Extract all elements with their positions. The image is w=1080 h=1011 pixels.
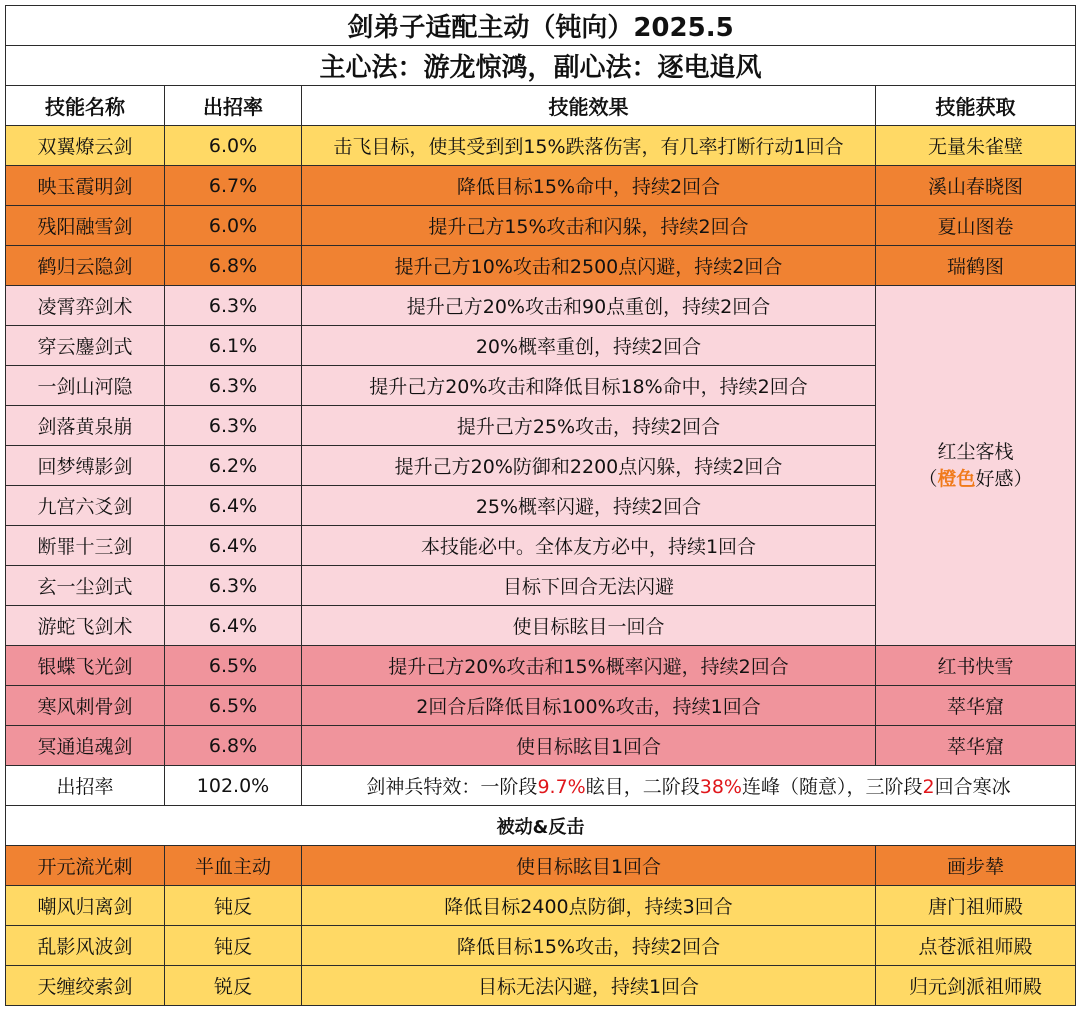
table-subtitle: 主心法：游龙惊鸿，副心法：逐电追风	[6, 46, 1076, 86]
skill-effect: 使目标眩目1回合	[302, 846, 876, 886]
table-row	[6, 286, 1076, 326]
skill-table	[5, 5, 1076, 1006]
merged-source-line1: 红尘客栈	[937, 440, 1014, 463]
skill-rate: 6.7%	[165, 166, 302, 206]
skill-rate: 6.4%	[165, 486, 302, 526]
skill-rate: 锐反	[165, 966, 302, 1006]
header-source: 技能获取	[876, 86, 1076, 126]
table-row	[6, 646, 1076, 686]
skill-name: 穿云鏖剑式	[6, 326, 165, 366]
skill-source: 萃华窟	[876, 726, 1076, 766]
table-row	[6, 966, 1076, 1006]
skill-name: 乱影风波剑	[6, 926, 165, 966]
skill-source: 夏山图卷	[876, 206, 1076, 246]
skill-rate: 半血主动	[165, 846, 302, 886]
skill-source: 无量朱雀壁	[876, 126, 1076, 166]
weapon-effect-highlight: 38%	[699, 776, 742, 798]
skill-effect: 目标下回合无法闪避	[302, 566, 876, 606]
total-label: 出招率	[6, 766, 165, 806]
favor-rest: 好感）	[975, 467, 1033, 490]
skill-name: 冥通追魂剑	[6, 726, 165, 766]
header-rate: 出招率	[165, 86, 302, 126]
skill-effect: 2回合后降低目标100%攻击，持续1回合	[302, 686, 876, 726]
table-row	[6, 846, 1076, 886]
skill-effect: 25%概率闪避，持续2回合	[302, 486, 876, 526]
skill-source: 溪山春晓图	[876, 166, 1076, 206]
skill-rate: 6.0%	[165, 126, 302, 166]
skill-name: 天缠绞索剑	[6, 966, 165, 1006]
skill-effect: 击飞目标，使其受到到15%跌落伤害，有几率打断行动1回合	[302, 126, 876, 166]
total-value: 102.0%	[165, 766, 302, 806]
skill-name: 银蝶飞光剑	[6, 646, 165, 686]
skill-rate: 6.1%	[165, 326, 302, 366]
table-title: 剑弟子适配主动（钝向）2025.5	[6, 6, 1076, 46]
skill-rate: 6.4%	[165, 606, 302, 646]
skill-rate: 钝反	[165, 926, 302, 966]
skill-rate: 6.3%	[165, 286, 302, 326]
merged-source-cell	[876, 286, 1076, 646]
skill-name: 开元流光刺	[6, 846, 165, 886]
skill-rate: 6.3%	[165, 366, 302, 406]
table-row	[6, 926, 1076, 966]
skill-rate: 6.5%	[165, 646, 302, 686]
skill-name: 映玉霞明剑	[6, 166, 165, 206]
skill-effect: 使目标眩目1回合	[302, 726, 876, 766]
table-row	[6, 246, 1076, 286]
weapon-effect-note	[302, 766, 1076, 806]
table-row	[6, 206, 1076, 246]
skill-effect: 提升己方15%攻击和闪躲，持续2回合	[302, 206, 876, 246]
weapon-effect-text: 回合寒冰	[934, 776, 1011, 798]
total-row	[6, 766, 1076, 806]
skill-source: 萃华窟	[876, 686, 1076, 726]
weapon-effect-text: 剑神兵特效：一阶段	[366, 776, 538, 798]
skill-effect: 提升己方20%攻击和降低目标18%命中，持续2回合	[302, 366, 876, 406]
skill-effect: 提升己方20%防御和2200点闪躲，持续2回合	[302, 446, 876, 486]
favor-color-highlight: 橙色	[937, 467, 976, 490]
skill-effect: 提升己方10%攻击和2500点闪避，持续2回合	[302, 246, 876, 286]
skill-source: 点苍派祖师殿	[876, 926, 1076, 966]
skill-effect: 提升己方20%攻击和15%概率闪避，持续2回合	[302, 646, 876, 686]
paren-open: （	[918, 467, 938, 490]
skill-name: 鹤归云隐剑	[6, 246, 165, 286]
skill-rate: 6.5%	[165, 686, 302, 726]
skill-rate: 6.2%	[165, 446, 302, 486]
table-row	[6, 166, 1076, 206]
skill-name: 一剑山河隐	[6, 366, 165, 406]
skill-effect: 降低目标2400点防御，持续3回合	[302, 886, 876, 926]
skill-name: 玄一尘剑式	[6, 566, 165, 606]
skill-rate: 钝反	[165, 886, 302, 926]
skill-name: 剑落黄泉崩	[6, 406, 165, 446]
table-row	[6, 726, 1076, 766]
skill-effect: 提升己方20%攻击和90点重创，持续2回合	[302, 286, 876, 326]
skill-rate: 6.4%	[165, 526, 302, 566]
skill-effect: 降低目标15%命中，持续2回合	[302, 166, 876, 206]
skill-rate: 6.3%	[165, 406, 302, 446]
skill-name: 双翼燎云剑	[6, 126, 165, 166]
weapon-effect-text: 连峰（随意），三阶段	[741, 776, 923, 798]
table-row	[6, 126, 1076, 166]
skill-effect: 使目标眩目一回合	[302, 606, 876, 646]
skill-name: 回梦缚影剑	[6, 446, 165, 486]
skill-name: 断罪十三剑	[6, 526, 165, 566]
skill-name: 凌霄弈剑术	[6, 286, 165, 326]
skill-source: 唐门祖师殿	[876, 886, 1076, 926]
merged-source-line2	[876, 466, 1075, 493]
skill-name: 游蛇飞剑术	[6, 606, 165, 646]
skill-effect: 目标无法闪避，持续1回合	[302, 966, 876, 1006]
skill-effect: 本技能必中。全体友方必中，持续1回合	[302, 526, 876, 566]
table-row	[6, 886, 1076, 926]
skill-rate: 6.8%	[165, 726, 302, 766]
skill-rate: 6.8%	[165, 246, 302, 286]
weapon-effect-highlight: 2	[922, 776, 935, 798]
skill-effect: 提升己方25%攻击，持续2回合	[302, 406, 876, 446]
header-skill-name: 技能名称	[6, 86, 165, 126]
skill-name: 九宫六爻剑	[6, 486, 165, 526]
skill-name: 残阳融雪剑	[6, 206, 165, 246]
skill-effect: 降低目标15%攻击，持续2回合	[302, 926, 876, 966]
weapon-effect-highlight: 9.7%	[537, 776, 586, 798]
skill-name: 寒风刺骨剑	[6, 686, 165, 726]
table-row	[6, 686, 1076, 726]
skill-name: 嘲风归离剑	[6, 886, 165, 926]
skill-source: 瑞鹤图	[876, 246, 1076, 286]
skill-rate: 6.0%	[165, 206, 302, 246]
skill-source: 画步辇	[876, 846, 1076, 886]
skill-source: 归元剑派祖师殿	[876, 966, 1076, 1006]
weapon-effect-text: 眩目，二阶段	[585, 776, 700, 798]
skill-source: 红书快雪	[876, 646, 1076, 686]
skill-rate: 6.3%	[165, 566, 302, 606]
skill-effect: 20%概率重创，持续2回合	[302, 326, 876, 366]
section-title: 被动&反击	[6, 806, 1076, 846]
header-effect: 技能效果	[302, 86, 876, 126]
